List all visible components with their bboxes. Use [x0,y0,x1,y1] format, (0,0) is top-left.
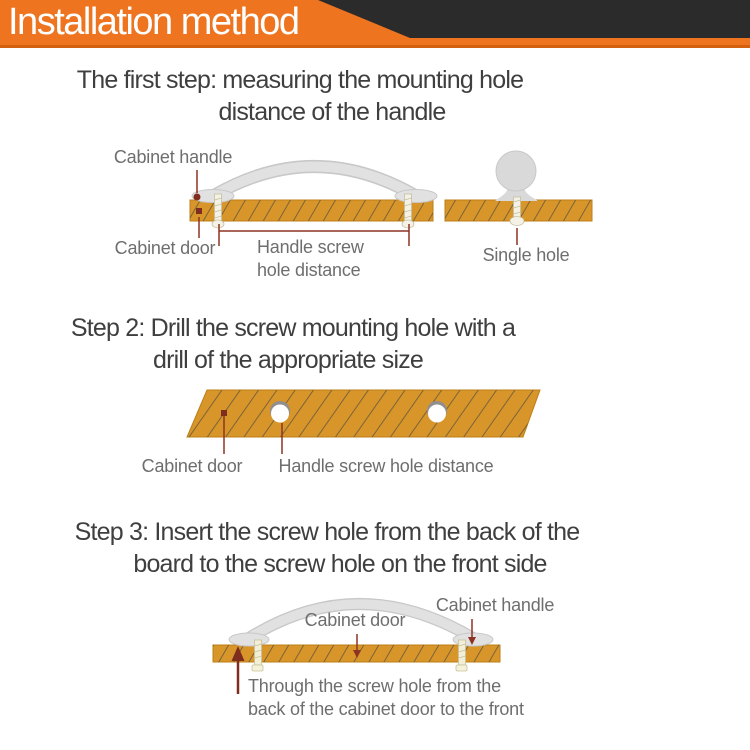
label-cabinet-door: Cabinet door [114,238,216,258]
label-cabinet-handle: Cabinet handle [435,595,555,615]
label-cabinet-door: Cabinet door [304,610,406,630]
step1-heading-line2: distance of the handle [218,98,446,126]
header-bar [0,0,750,48]
cabinet-door-board-drawing [190,200,592,221]
label-cabinet-door: Cabinet door [141,456,243,476]
step3-heading-line1: Step 3: Insert the screw hole from the back of the [74,518,580,546]
header-bottom-edge [0,45,750,48]
page-title: Installation method [8,1,299,43]
label-handle-screw-distance-line1: Handle screw [257,237,364,257]
label-single-hole: Single hole [482,245,570,265]
cabinet-handle-drawing [192,167,437,203]
label-through-screw-hole-line1: Through the screw hole from the [248,676,501,696]
step2-diagram [0,383,750,458]
step1-heading-line1: The first step: measuring the mounting hole [76,66,524,94]
step1-diagram [0,140,750,275]
drilled-board-drawing [187,390,540,437]
step2-heading-line2: drill of the appropriate size [152,346,424,374]
step2-heading-line1: Step 2: Drill the screw mounting hole with a [70,314,516,342]
label-cabinet-handle: Cabinet handle [113,147,233,167]
step3-heading-line2: board to the screw hole on the front side [133,550,547,578]
label-through-screw-hole-line2: back of the cabinet door to the front [248,699,524,719]
label-handle-screw-hole-distance: Handle screw hole distance [278,456,494,476]
label-handle-screw-distance-line2: hole distance [257,260,361,280]
knob-drawing [495,151,538,201]
